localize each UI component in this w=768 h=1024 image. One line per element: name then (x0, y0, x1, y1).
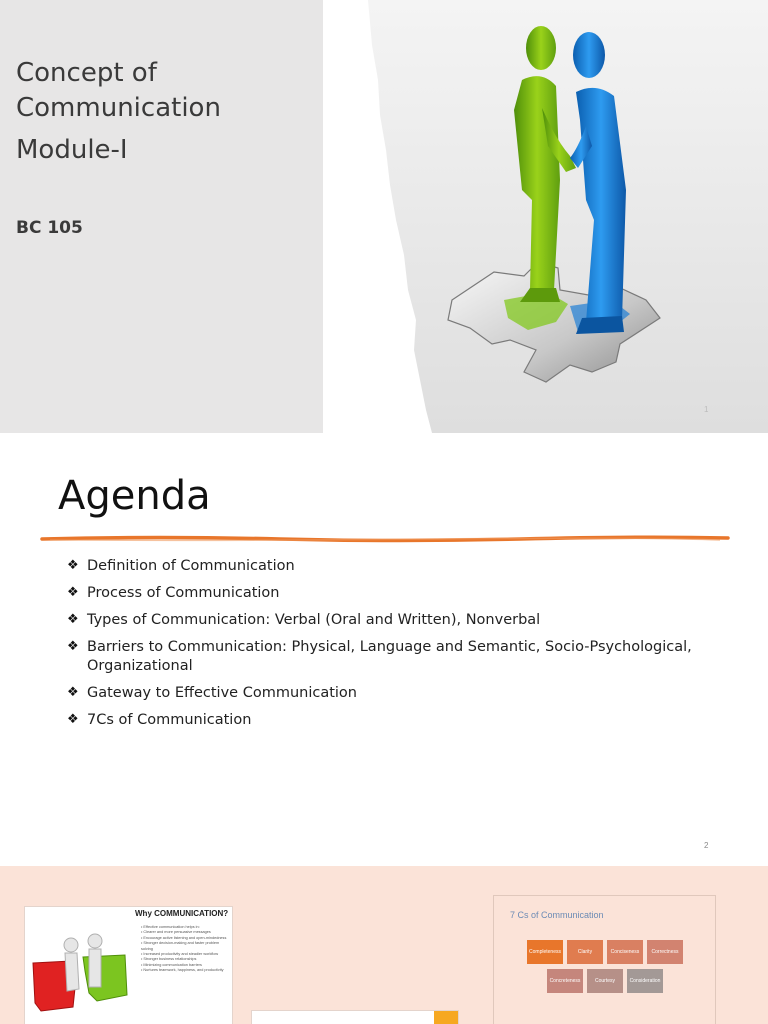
title-slide (0, 0, 768, 433)
c-box-conciseness: Conciseness (607, 940, 643, 964)
list-item (67, 638, 707, 676)
module-label: Module-I (16, 135, 128, 165)
diamond-bullet-icon: ❖ (67, 612, 79, 627)
list-item: • Encourage active listening and open-mindedness (141, 936, 231, 941)
accent-block (434, 1011, 458, 1024)
c-box-completeness: Completeness (527, 940, 563, 964)
thumbnails-slide (0, 866, 768, 1024)
list-item: • Nurtures teamwork, happiness, and productivity (141, 968, 231, 973)
list-item: • Stronger decision-making and faster problem solving (141, 941, 231, 952)
thumbnail-title: Why COMMUNICATION? (135, 909, 229, 918)
diamond-bullet-icon: ❖ (67, 639, 79, 654)
list-item (67, 584, 707, 603)
diamond-bullet-icon: ❖ (67, 712, 79, 727)
list-item (67, 557, 707, 576)
list-item: • Effective communication helps in: (141, 925, 231, 930)
thumbnail-title: 7 Cs of Communication (510, 910, 604, 920)
c-box-consideration: Consideration (627, 969, 663, 993)
list-item (67, 711, 707, 730)
diamond-bullet-icon: ❖ (67, 685, 79, 700)
list-item: • Minimizing communication barriers (141, 963, 231, 968)
agenda-slide (0, 433, 768, 866)
list-item: • Clearer and more persuasive messages (141, 930, 231, 935)
thumbnail-bullets (141, 925, 231, 974)
c-box-courtesy: Courtesy (587, 969, 623, 993)
list-item-text: Gateway to Effective Communication (87, 685, 357, 701)
page-number: 2 (704, 841, 709, 850)
agenda-list (67, 557, 707, 738)
diamond-bullet-icon: ❖ (67, 585, 79, 600)
list-item-text: 7Cs of Communication (87, 712, 252, 728)
list-item-text: Types of Communication: Verbal (Oral and Written), Nonverbal (87, 612, 541, 628)
c-box-clarity: Clarity (567, 940, 603, 964)
list-item-text: Definition of Communication (87, 558, 295, 574)
list-item (67, 684, 707, 703)
handshake-puzzle-image (324, 0, 768, 433)
chat-bubble-figures-icon (27, 911, 135, 1024)
c-box-correctness: Correctness (647, 940, 683, 964)
list-item-text: Process of Communication (87, 585, 280, 601)
c-box-concreteness: Concreteness (547, 969, 583, 993)
partial-thumbnail (251, 1010, 459, 1024)
diamond-bullet-icon: ❖ (67, 558, 79, 573)
course-code: BC 105 (16, 218, 83, 238)
title-panel (0, 0, 323, 433)
agenda-title: Agenda (58, 473, 211, 519)
slide-title: Concept of Communication (16, 58, 221, 123)
why-communication-thumbnail (24, 906, 233, 1024)
list-item: • Increased productivity and steadier workflow (141, 952, 231, 957)
list-item (67, 611, 707, 630)
page-number: 1 (704, 405, 709, 414)
list-item: • Stronger business relationships (141, 957, 231, 962)
brush-stroke-divider (40, 533, 730, 545)
list-item-text: Barriers to Communication: Physical, Language and Semantic, Socio-Psychological, Organizational (87, 639, 692, 674)
seven-cs-thumbnail (493, 895, 716, 1024)
